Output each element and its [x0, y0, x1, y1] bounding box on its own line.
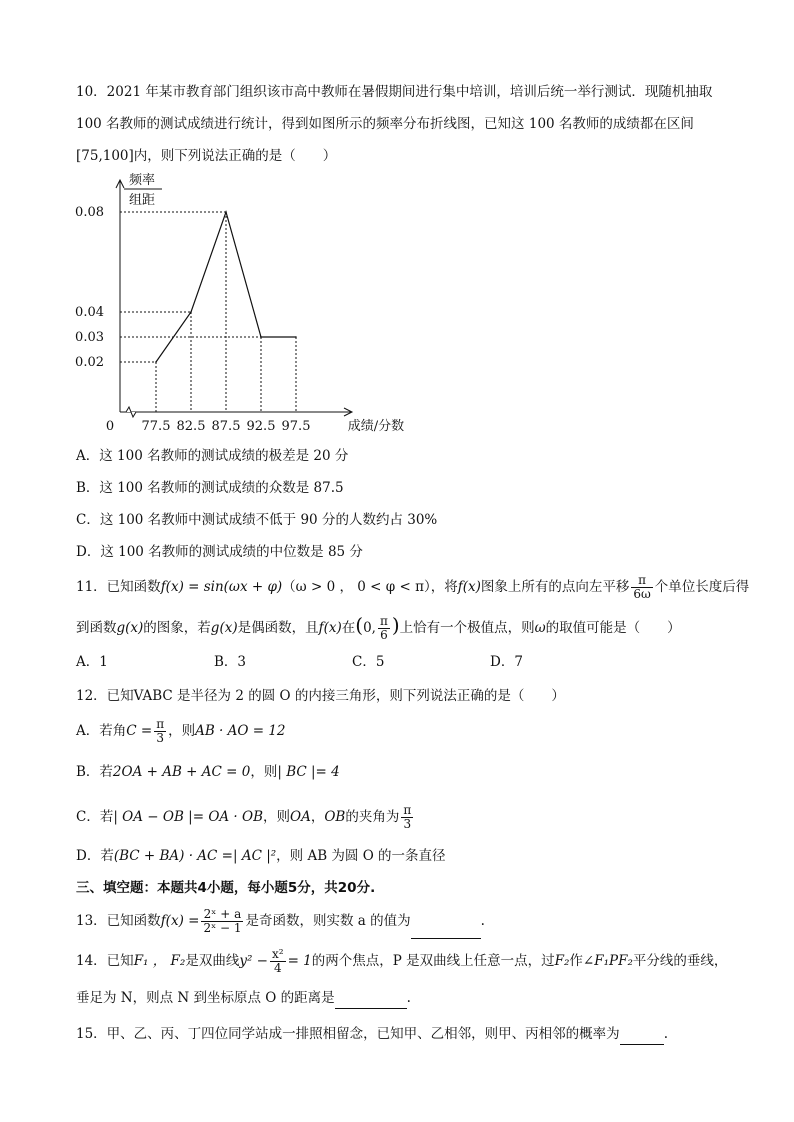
origin-label: 0 — [105, 419, 115, 434]
x-axis-break — [126, 407, 136, 417]
q11-interval-left: 0, — [363, 620, 376, 636]
q11-interval: ( — [355, 613, 364, 637]
y-axis-label-top: 频率 — [128, 173, 156, 188]
q10-line3: [75,100]内，则下列说法正确的是（ ） — [76, 148, 337, 164]
frequency-polygon-line — [156, 212, 296, 362]
q15-answer-blank[interactable] — [620, 1024, 664, 1045]
q11-option-b: B．3 — [214, 654, 247, 670]
y-tick-label-0.08: 0.08 — [75, 205, 104, 220]
q12-stem: 12．已知VABC 是半径为 2 的圆 O 的内接三角形，则下列说法正确的是（ ） — [76, 688, 565, 704]
x-tick-label-82.5: 82.5 — [176, 419, 206, 434]
q11-interval-close: ) — [391, 613, 400, 637]
q10-line2: 100 名教师的测试成绩进行统计，得到如图所示的频率分布折线图，已知这 100 名教师的成绩都在区间 — [76, 116, 694, 132]
q13-line: 13．已知函数f(x) = $\frac{\text{2ˣ + a}}{\text{2ˣ − 1}}$ 是奇函数，则实数 a 的值为 . — [76, 904, 734, 939]
x-tick-label-77.5: 77.5 — [141, 419, 171, 434]
q11-option-d: D．7 — [490, 654, 523, 670]
q11-mid: 图象上所有的点向左平移 — [480, 579, 630, 595]
q11-tail: 个单位长度后得 — [654, 579, 750, 595]
x-tick-label-97.5: 97.5 — [281, 419, 311, 434]
data-point-92.5 — [260, 336, 262, 338]
q11-gx: g(x) — [116, 620, 144, 636]
q11-gx2: g(x) — [210, 620, 238, 636]
q11-lead: 11．已知函数 — [76, 579, 161, 595]
q11-text-c: 是偶函数，且 — [237, 620, 319, 636]
q12-option-b: B．若2OA + AB + AC = 0，则| BC |= 4 — [76, 764, 340, 780]
q10-option-b: B．这 100 名教师的测试成绩的众数是 87.5 — [76, 480, 344, 496]
q11-text-b: 的图象，若 — [143, 620, 211, 636]
q13-answer-blank[interactable] — [411, 904, 481, 939]
q12-option-c: C．若| OA − OB |= OA · OB，则OA，OB的夹角为 $\frac{\pi}{3}$ — [76, 803, 412, 831]
q11-interval-fraction: $\frac{\pi}{6}$ — [379, 614, 388, 642]
y-tick-label-0.03: 0.03 — [75, 330, 104, 345]
q10-option-c: C．这 100 名教师中测试成绩不低于 90 分的人数约占 30% — [76, 512, 438, 528]
q11-omega: ω — [534, 620, 546, 636]
y-axis-label-bottom: 组距 — [128, 193, 156, 208]
q11-fx2: f(x) — [318, 620, 342, 636]
q11-text-f: 的取值可能是（ ） — [545, 620, 681, 636]
q14-line1: 14．已知F₁ ， F₂是双曲线y² − $\frac{\text{x²}}{4}$ = 1的两个焦点，P 是双曲线上任意一点，过F₂作∠F₁PF₂平分线的垂线， — [76, 947, 728, 975]
q12-option-a: A．若角C = $\frac{\pi}{3}$ ，则AB · AO = 12 — [76, 717, 286, 745]
q11-text-d: 在 — [341, 620, 356, 636]
q14-answer-blank[interactable] — [335, 988, 407, 1009]
x-tick-label-92.5: 92.5 — [246, 419, 276, 434]
data-point-77.5 — [155, 361, 157, 363]
q11-cond: （ω > 0 ， 0 < φ < π），将 — [282, 579, 458, 595]
q14-line2: 垂足为 N，则点 N 到坐标原点 O 的距离是 . — [76, 988, 734, 1009]
q11-line2 — [76, 610, 734, 643]
q11-option-a: A．1 — [76, 654, 108, 670]
q10-option-d: D．这 100 名教师的测试成绩的中位数是 85 分 — [76, 544, 363, 560]
x-tick-label-87.5: 87.5 — [211, 419, 241, 434]
y-tick-label-0.04: 0.04 — [75, 305, 104, 320]
y-tick-label-0.02: 0.02 — [75, 355, 104, 370]
section-3-heading: 三、填空题：本题共4小题，每小题5分，共20分. — [76, 880, 376, 896]
data-point-97.5 — [295, 336, 297, 338]
x-axis-label: 成绩/分数 — [347, 419, 405, 434]
q11-fx: f(x) — [457, 579, 481, 595]
q15-line: 15．甲、乙、丙、丁四位同学站成一排照相留念，已知甲、乙相邻，则甲、丙相邻的概率为 . — [76, 1024, 734, 1045]
q11-line1 — [76, 572, 750, 602]
q11-option-c: C．5 — [352, 654, 385, 670]
q11-text-a: 到函数 — [76, 620, 117, 636]
q11-text-e: 上恰有一个极值点，则 — [399, 620, 535, 636]
data-point-87.5 — [225, 211, 227, 213]
q10-option-a: A．这 100 名教师的测试成绩的极差是 20 分 — [76, 448, 349, 464]
q11-shift-fraction: $\frac{\pi}{6\omega}$ — [633, 573, 651, 601]
q10-line1: 10．2021 年某市教育部门组织该市高中教师在暑假期间进行集中培训，培训后统一举行测试．现随机抽取 — [76, 84, 713, 100]
q12-option-d: D．若(BC + BA) · AC =| AC |²，则 AB 为圆 O 的一条直径 — [76, 848, 446, 864]
frequency-polygon-chart — [75, 168, 405, 438]
q11-func: f(x) = sin(ωx + φ) — [160, 579, 283, 595]
data-point-82.5 — [190, 311, 192, 313]
